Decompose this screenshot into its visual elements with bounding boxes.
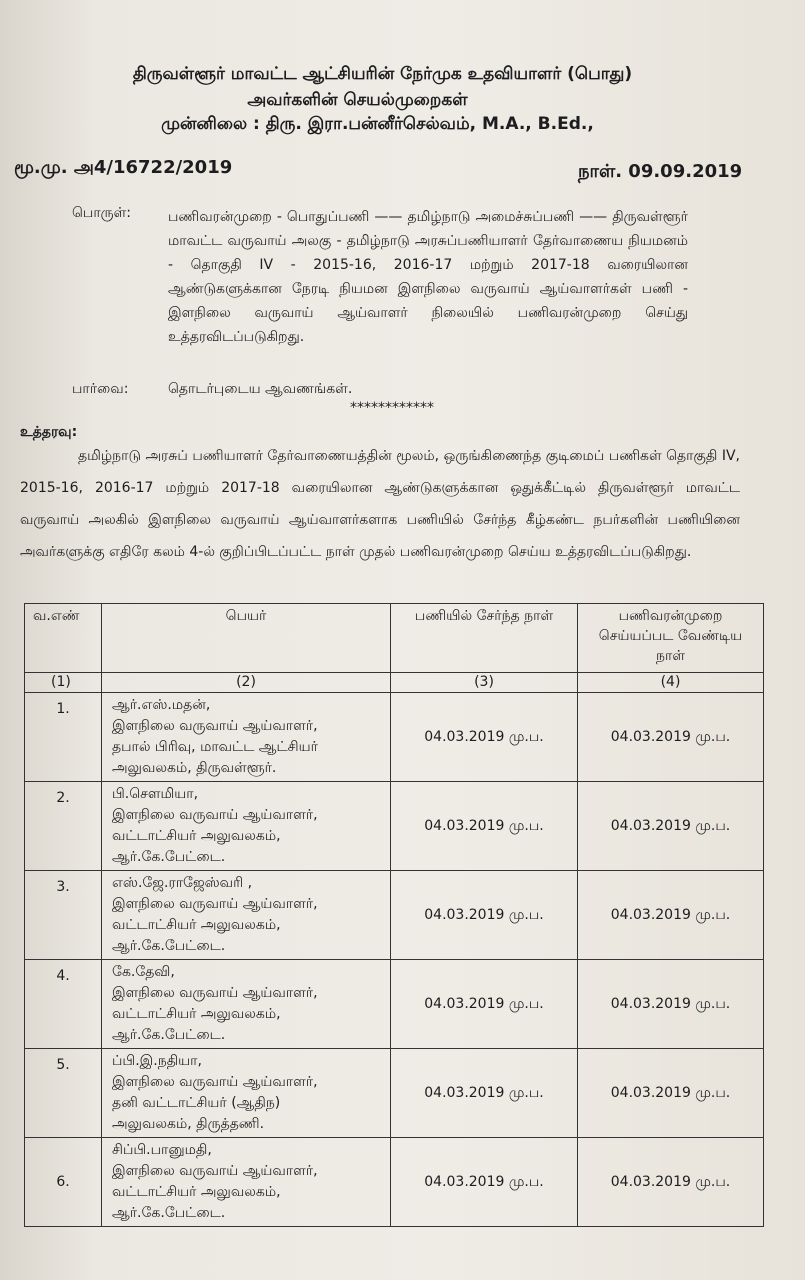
table-row [25,1138,764,1227]
joined-date: 04.03.2019 மு.ப. [391,960,578,1049]
serial-number: 3. [25,871,102,960]
detail-line: சிப்பி.பானுமதி, [112,1142,212,1158]
detail-line: இளநிலை வருவாய் ஆய்வாளர், [112,985,318,1001]
detail-line: அலுவலகம், திருவள்ளூர். [112,760,277,776]
detail-line: தனி வட்டாட்சியர் (ஆதிந) [112,1095,281,1111]
table-row [25,960,764,1049]
reference-label: பார்வை: [72,381,129,397]
detail-line: ஆர்.கே.பேட்டை. [112,849,226,865]
serial-number: 2. [25,782,102,871]
header-line-3: முன்னிலை : திரு. இரா.பன்னீர்செல்வம், M.A., B.Ed., [161,114,594,134]
joined-date: 04.03.2019 மு.ப. [391,871,578,960]
regularised-date: 04.03.2019 மு.ப. [578,960,764,1049]
joined-date: 04.03.2019 மு.ப. [391,693,578,782]
column-number: (1) [25,673,102,693]
detail-line: ஆர்.கே.பேட்டை. [112,1027,226,1043]
serial-number: 1. [25,693,102,782]
order-label: உத்தரவு: [20,424,78,440]
detail-line: இளநிலை வருவாய் ஆய்வாளர், [112,1074,318,1090]
detail-line: எஸ்.ஜே.ராஜேஸ்வரி , [112,875,253,891]
detail-line: இளநிலை வருவாய் ஆய்வாளர், [112,718,318,734]
header-joined-date: பணியில் சேர்ந்த நாள் [391,604,578,673]
detail-line: இளநிலை வருவாய் ஆய்வாளர், [112,1163,318,1179]
table-row [25,871,764,960]
reference-number: மூ.மு. அ4/16722/2019 [14,157,233,178]
employee-details [102,1049,391,1138]
table-row [25,1049,764,1138]
table-header-row [25,604,764,673]
header-line-2: அவர்களின் செயல்முறைகள் [247,90,468,110]
detail-line: தபால் பிரிவு, மாவட்ட ஆட்சியர் [112,739,318,755]
column-number-row [25,673,764,693]
document-date: நாள். 09.09.2019 [578,161,743,182]
serial-number: 4. [25,960,102,1049]
employee-details [102,693,391,782]
detail-line: கே.தேவி, [112,964,175,980]
detail-line: ஆர்.கே.பேட்டை. [112,938,226,954]
detail-line: வட்டாட்சியர் அலுவலகம், [112,917,281,933]
header-line-1: திருவள்ளூர் மாவட்ட ஆட்சியரின் நேர்முக உதவியாளர் (பொது) [132,64,633,84]
detail-line: ஆர்.கே.பேட்டை. [112,1205,226,1221]
detail-line: வட்டாட்சியர் அலுவலகம், [112,828,281,844]
detail-line: ஆர்.எஸ்.மதன், [112,697,211,713]
regularised-date: 04.03.2019 மு.ப. [578,782,764,871]
employee-details [102,782,391,871]
column-number: (4) [578,673,764,693]
header-regularised-date: பணிவரன்முறை செய்யப்பட வேண்டிய நாள் [578,604,764,673]
joined-date: 04.03.2019 மு.ப. [391,782,578,871]
regularised-date: 04.03.2019 மு.ப. [578,693,764,782]
regularised-date: 04.03.2019 மு.ப. [578,1049,764,1138]
header-serial: வ.எண் [25,604,102,673]
header-name: பெயர் [102,604,391,673]
detail-line: வட்டாட்சியர் அலுவலகம், [112,1006,281,1022]
table-row [25,782,764,871]
staff-table [24,603,764,1227]
table-row [25,693,764,782]
detail-line: ப்பி.இ.நதியா, [112,1053,202,1069]
employee-details [102,960,391,1049]
employee-details [102,1138,391,1227]
serial-number: 6. [25,1138,102,1227]
detail-line: வட்டாட்சியர் அலுவலகம், [112,1184,281,1200]
column-number: (3) [391,673,578,693]
subject-text: பணிவரன்முறை - பொதுப்பணி —— தமிழ்நாடு அமைச்சுப்பணி —— திருவள்ளூர் மாவட்ட வருவாய் அலகு - தமிழ்நாடு அரசுப்பணியாளர் தேர்வாணைய நியமனம் - தொகுதி IV - 2015-16, 2016-17 மற்றும் 2017-18 வரையிலான ஆண்டுகளுக்கான நேரடி நியமன இளநிலை வருவாய் ஆய்வாளர்கள் பணி - இளநிலை வருவாய் ஆய்வாளர் நிலையில் பணிவரன்முறை செய்து உத்தரவிடப்படுகிறது. [168,209,688,345]
serial-number: 5. [25,1049,102,1138]
detail-line: இளநிலை வருவாய் ஆய்வாளர், [112,807,318,823]
joined-date: 04.03.2019 மு.ப. [391,1049,578,1138]
reference-text: தொடர்புடைய ஆவணங்கள். [168,381,353,397]
regularised-date: 04.03.2019 மு.ப. [578,871,764,960]
joined-date: 04.03.2019 மு.ப. [391,1138,578,1227]
column-number: (2) [102,673,391,693]
order-text: தமிழ்நாடு அரசுப் பணியாளர் தேர்வாணையத்தின் மூலம், ஒருங்கிணைந்த குடிமைப் பணிகள் தொகுதி IV, 2015-16, 2016-17 மற்றும் 2017-18 வரையிலான ஆண்டுகளுக்கான ஒதுக்கீட்டில் திருவள்ளூர் மாவட்ட வருவாய் அலகில் இளநிலை வருவாய் ஆய்வாளர்களாக பணியில் சேர்ந்த கீழ்கண்ட நபர்களின் பணியினை அவர்களுக்கு எதிரே கலம் 4-ல் குறிப்பிடப்பட்ட நாள் முதல் பணிவரன்முறை செய்ய உத்தரவிடப்படுகிறது. [20,448,740,560]
detail-line: இளநிலை வருவாய் ஆய்வாளர், [112,896,318,912]
detail-line: அலுவலகம், திருத்தணி. [112,1116,265,1132]
detail-line: பி.சௌமியா, [112,786,199,802]
regularised-date: 04.03.2019 மு.ப. [578,1138,764,1227]
employee-details [102,871,391,960]
separator: ************ [350,400,434,416]
subject-label: பொருள்: [72,205,131,221]
